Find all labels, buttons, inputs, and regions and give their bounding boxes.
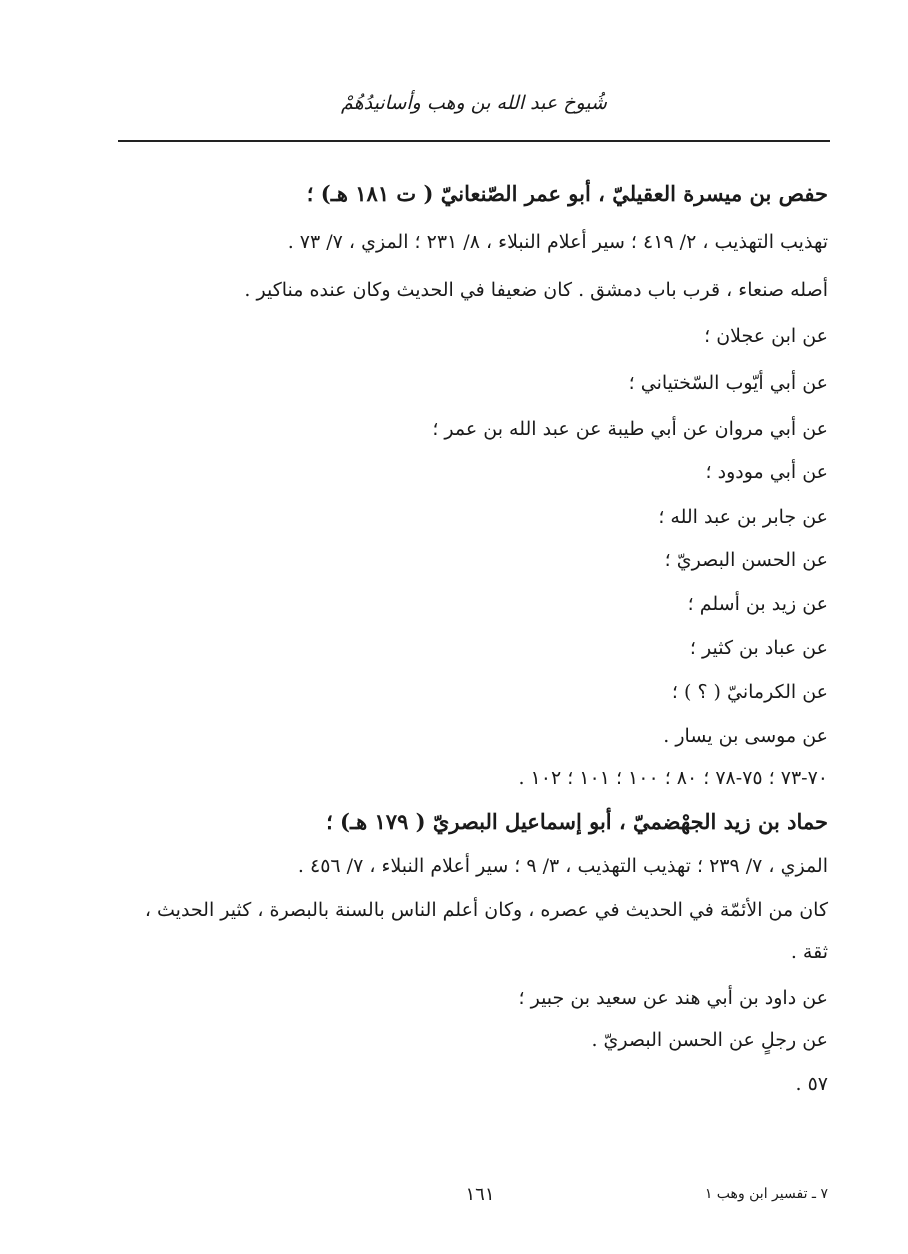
chain-line: عن زيد بن أسلم ؛ (687, 593, 828, 615)
chain-line: عن الكرمانيّ ( ؟ ) ؛ (671, 681, 828, 703)
entry-sources: المزي ، ٧/ ٢٣٩ ؛ تهذيب التهذيب ، ٣/ ٩ ؛ سير أعلام النبلاء ، ٧/ ٤٥٦ . (297, 855, 828, 877)
header-rule (118, 140, 830, 142)
chain-line: عن ابن عجلان ؛ (704, 325, 828, 347)
entry-bio: ثقة . (790, 941, 828, 963)
entry-references: ٧٠-٧٣ ؛ ٧٥-٧٨ ؛ ٨٠ ؛ ١٠٠ ؛ ١٠١ ؛ ١٠٢ . (518, 767, 828, 789)
printer-signature: ٧ ـ تفسير ابن وهب ١ (704, 1186, 828, 1202)
chain-line: عن أبي مروان عن أبي طيبة عن عبد الله بن عمر ؛ (432, 418, 828, 440)
page-number: ١٦١ (465, 1184, 495, 1205)
chain-line: عن أبي أيّوب السّختياني ؛ (628, 372, 828, 394)
running-title: شُيوخ عبد الله بن وهب وأسانيدُهُمْ (341, 92, 607, 114)
entry-bio: كان من الأئمّة في الحديث في عصره ، وكان أعلم الناس بالسنة بالبصرة ، كثير الحديث ، (144, 899, 828, 921)
entry-sources: تهذيب التهذيب ، ٢/ ٤١٩ ؛ سير أعلام النبلاء ، ٨/ ٢٣١ ؛ المزي ، ٧/ ٧٣ . (287, 231, 828, 253)
chain-line: عن موسى بن يسار . (663, 725, 828, 747)
entry-heading: حماد بن زيد الجهْضميّ ، أبو إسماعيل البصريّ ( ١٧٩ هـ) ؛ (326, 809, 828, 834)
entry-references: ٥٧ . (795, 1073, 828, 1095)
entry-bio: أصله صنعاء ، قرب باب دمشق . كان ضعيفا في الحديث وكان عنده مناكير . (244, 279, 828, 301)
entry-heading: حفص بن ميسرة العقيليّ ، أبو عمر الصّنعانيّ ( ت ١٨١ هـ) ؛ (306, 181, 828, 206)
chain-line: عن أبي مودود ؛ (705, 461, 828, 483)
chain-line: عن عباد بن كثير ؛ (689, 637, 828, 659)
chain-line: عن رجلٍ عن الحسن البصريّ . (591, 1029, 828, 1051)
chain-line: عن جابر بن عبد الله ؛ (658, 506, 828, 528)
chain-line: عن داود بن أبي هند عن سعيد بن جبير ؛ (518, 987, 828, 1009)
chain-line: عن الحسن البصريّ ؛ (664, 549, 828, 571)
